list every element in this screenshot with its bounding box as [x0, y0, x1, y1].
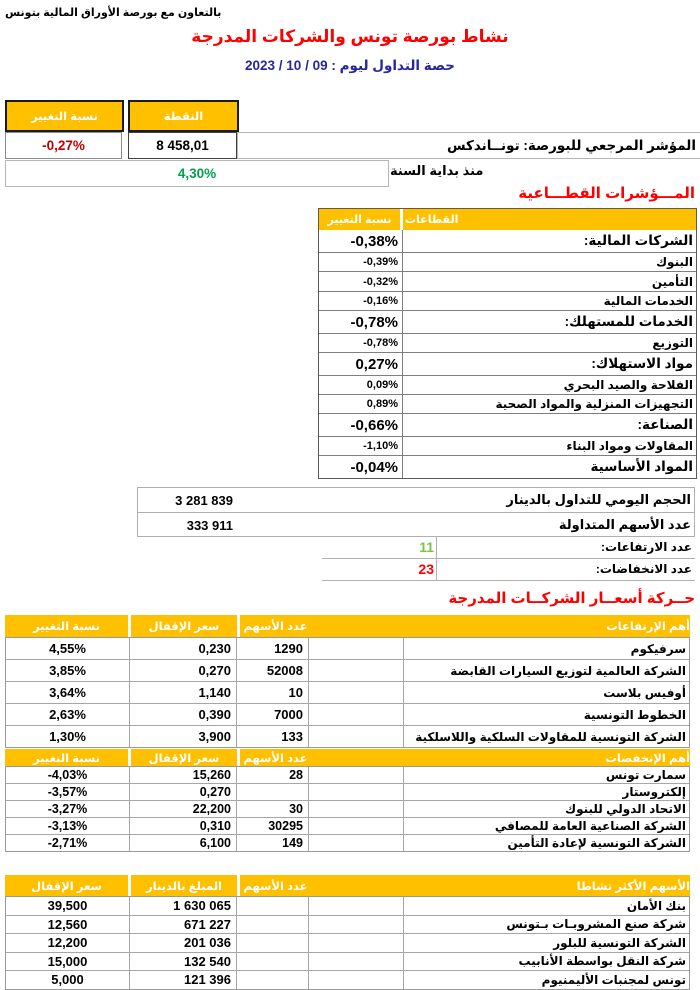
shares-cell: 52008: [237, 660, 308, 681]
empty-cell: [309, 818, 403, 834]
daily-summary-box: [137, 487, 695, 537]
company-name-cell: الشركة الصناعية العامة للمصافي: [404, 818, 689, 834]
sector-value: 0,27%: [319, 353, 403, 375]
shares-cell: [237, 784, 308, 800]
empty-cell: [309, 916, 403, 934]
company-name-cell: الشركة العالمية لتوزيع السيارات القابضة: [404, 660, 689, 681]
active-amount-header: المبلغ بالدينار: [131, 875, 237, 896]
empty-cell: [237, 934, 308, 952]
sector-value: -0,78%: [319, 311, 403, 333]
sector-row: [319, 333, 696, 352]
sector-value: -0,32%: [319, 272, 403, 291]
sector-label: الشركات المالية:: [583, 233, 693, 248]
amount-cell: 201 036: [130, 934, 236, 952]
active-title: الأسهم الأكثر نشاطا: [576, 880, 690, 893]
sector-row: [319, 455, 696, 478]
sector-row: [319, 310, 696, 333]
traded-shares-value: 333 911: [186, 517, 233, 533]
advances-row: [322, 536, 695, 559]
declines-label: عدد الانخفاضات:: [595, 562, 692, 576]
empty-cell: [309, 704, 403, 725]
change-cell: 4,55%: [6, 638, 129, 659]
close-cell: 0,390: [130, 704, 236, 725]
ytd-label: منذ بداية السنة: [390, 163, 484, 178]
sector-value: -0,66%: [319, 414, 403, 436]
change-cell: -3,13%: [6, 818, 129, 834]
close-cell: 6,100: [130, 835, 236, 851]
sector-row: [319, 352, 696, 375]
empty-cell: [309, 726, 403, 747]
sector-row: [319, 436, 696, 455]
losers-table: [5, 766, 690, 852]
company-name-cell: إلكتروستار: [404, 784, 689, 800]
sector-value: -0,78%: [319, 334, 403, 352]
amount-cell: 121 396: [130, 971, 236, 989]
empty-cell: [309, 971, 403, 989]
empty-cell: [237, 897, 308, 915]
shares-cell: 30295: [237, 818, 308, 834]
sector-row: [319, 394, 696, 413]
shares-cell: 30: [237, 801, 308, 817]
empty-cell: [309, 767, 403, 783]
empty-cell: [237, 953, 308, 971]
sector-row: [319, 413, 696, 436]
company-name-cell: الشركة التونسية لإعادة التأمين: [404, 835, 689, 851]
advances-count: 11: [322, 536, 437, 558]
close-cell: 15,260: [130, 767, 236, 783]
index-points-value: 8 458,01: [128, 132, 237, 159]
shares-cell: 1290: [237, 638, 308, 659]
shares-cell: 7000: [237, 704, 308, 725]
advances-label: عدد الارتفاعات:: [601, 540, 692, 554]
gainers-title: أهم الإرتفاعات: [606, 621, 690, 633]
sector-table-header: [319, 209, 696, 230]
losers-shares-header: عدد الأسهم: [243, 752, 308, 765]
sector-label: التجهيزات المنزلية والمواد الصحية: [495, 397, 693, 411]
traded-shares-label: عدد الأسهم المتداولة: [558, 517, 691, 532]
gainers-header-bar: [240, 615, 690, 637]
index-name-label: المؤشر المرجعي للبورصة: تونــاندكس: [237, 132, 700, 159]
company-name-cell: أوفيس بلاست: [404, 682, 689, 703]
traded-shares-row: [138, 513, 694, 537]
cooperation-note: بالتعاون مع بورصة الأوراق المالية بتونس: [5, 7, 222, 19]
losers-title: أهم الإنخفضات: [605, 752, 690, 765]
change-cell: 1,30%: [6, 726, 129, 747]
sector-label: الخدمات للمستهلك:: [564, 314, 693, 329]
losers-close-header: سعر الإقفال: [131, 749, 237, 766]
change-cell: 3,64%: [6, 682, 129, 703]
amount-cell: 671 227: [130, 916, 236, 934]
change-cell: -3,57%: [6, 784, 129, 800]
empty-cell: [237, 971, 308, 989]
company-name-cell: سمارت تونس: [404, 767, 689, 783]
empty-cell: [237, 916, 308, 934]
sector-value: -0,38%: [319, 230, 403, 252]
sector-heading: المـــؤشرات القطـــاعية: [518, 185, 695, 202]
sector-label: التأمين: [651, 274, 693, 289]
sector-label: الخدمات المالية: [603, 294, 693, 308]
ytd-change-value: 4,30%: [5, 160, 389, 187]
empty-cell: [309, 835, 403, 851]
sector-row: [319, 291, 696, 310]
active-table: [5, 896, 690, 990]
empty-cell: [309, 897, 403, 915]
sector-label: الفلاحة والصيد البحري: [563, 378, 693, 392]
sector-category-header: القطاعات: [403, 209, 696, 230]
gainers-table: [5, 637, 690, 748]
sector-value: 0,89%: [319, 395, 403, 413]
empty-cell: [309, 953, 403, 971]
empty-cell: [309, 660, 403, 681]
empty-cell: [309, 801, 403, 817]
close-cell: 5,000: [6, 971, 129, 989]
close-cell: 0,270: [130, 784, 236, 800]
index-change-value: -0,27%: [5, 132, 122, 159]
index-change-header: نسبة التغيير: [5, 100, 124, 132]
volume-value: 3 281 839: [175, 492, 233, 508]
active-close-header: سعر الإقفال: [5, 875, 128, 896]
amount-cell: 1 630 065: [130, 897, 236, 915]
company-name-cell: الاتحاد الدولي للبنوك: [404, 801, 689, 817]
sector-label: مواد الاستهلاك:: [591, 356, 693, 371]
volume-label: الحجم اليومي للتداول بالدينار: [506, 492, 691, 507]
company-name-cell: شركة النقل بواسطة الأنابيب: [404, 953, 689, 971]
company-name-cell: تونس لمجنبات الأليمنيوم: [404, 971, 689, 989]
gainers-table-header: [5, 615, 690, 637]
close-cell: 1,140: [130, 682, 236, 703]
close-cell: 0,230: [130, 638, 236, 659]
close-cell: 12,560: [6, 916, 129, 934]
session-date: حصة التداول ليوم : 09 / 10 / 2023: [244, 58, 456, 73]
amount-cell: 132 540: [130, 953, 236, 971]
sector-value: -0,16%: [319, 292, 403, 310]
sector-value: -0,39%: [319, 253, 403, 271]
sector-label: المواد الأساسية: [590, 459, 693, 474]
sector-label: البنوك: [656, 255, 693, 269]
sector-row: [319, 271, 696, 291]
close-cell: 0,310: [130, 818, 236, 834]
active-header-bar: [240, 875, 690, 896]
volume-row: [138, 488, 694, 513]
close-cell: 0,270: [130, 660, 236, 681]
empty-cell: [309, 934, 403, 952]
close-cell: 15,000: [6, 953, 129, 971]
gainers-close-header: سعر الإقفال: [131, 615, 237, 637]
shares-cell: 133: [237, 726, 308, 747]
active-shares-header: عدد الأسهم: [243, 880, 308, 893]
close-cell: 22,200: [130, 801, 236, 817]
shares-cell: 28: [237, 767, 308, 783]
company-name-cell: شركة صنع المشروبـات بـتونس: [404, 916, 689, 934]
close-cell: 39,500: [6, 897, 129, 915]
empty-cell: [309, 682, 403, 703]
sector-value: -0,04%: [319, 456, 403, 478]
close-cell: 3,900: [130, 726, 236, 747]
shares-cell: 10: [237, 682, 308, 703]
sector-label: التوزيع: [652, 336, 693, 350]
shares-cell: 149: [237, 835, 308, 851]
declines-row: [322, 558, 695, 581]
change-cell: 2,63%: [6, 704, 129, 725]
sector-label: المقاولات ومواد البناء: [566, 439, 693, 453]
losers-change-header: نسبة التغيير: [5, 749, 128, 766]
sector-value: 0,09%: [319, 376, 403, 394]
report-title: نشاط بورصة تونس والشركات المدرجة: [191, 27, 509, 46]
empty-cell: [309, 784, 403, 800]
sector-value: -1,10%: [319, 437, 403, 455]
company-name-cell: بنك الأمان: [404, 897, 689, 915]
sector-label: الصناعة:: [637, 417, 693, 432]
company-name-cell: الشركة التونسية للمقاولات السلكية واللاسلكية: [404, 726, 689, 747]
change-cell: -4,03%: [6, 767, 129, 783]
empty-cell: [309, 638, 403, 659]
change-cell: -2,71%: [6, 835, 129, 851]
sector-row: [319, 252, 696, 271]
company-name-cell: سرفيكوم: [404, 638, 689, 659]
close-cell: 12,200: [6, 934, 129, 952]
active-table-header: [5, 875, 690, 896]
index-points-header: النقطة: [128, 100, 239, 132]
company-name-cell: الخطوط التونسية: [404, 704, 689, 725]
losers-header-bar: [240, 749, 690, 766]
sector-row: [319, 230, 696, 252]
losers-table-header: [5, 749, 690, 766]
sector-table: [318, 208, 697, 479]
gainers-shares-header: عدد الأسهم: [243, 621, 308, 633]
sector-change-header: نسبة التغيير: [319, 209, 400, 230]
movement-heading: حــركة أسعــار الشركــات المدرجة: [448, 590, 695, 607]
company-name-cell: الشركة التونسية للبلور: [404, 934, 689, 952]
change-cell: -3,27%: [6, 801, 129, 817]
sector-row: [319, 375, 696, 394]
gainers-change-header: نسبة التغيير: [5, 615, 128, 637]
change-cell: 3,85%: [6, 660, 129, 681]
declines-count: 23: [322, 558, 437, 580]
